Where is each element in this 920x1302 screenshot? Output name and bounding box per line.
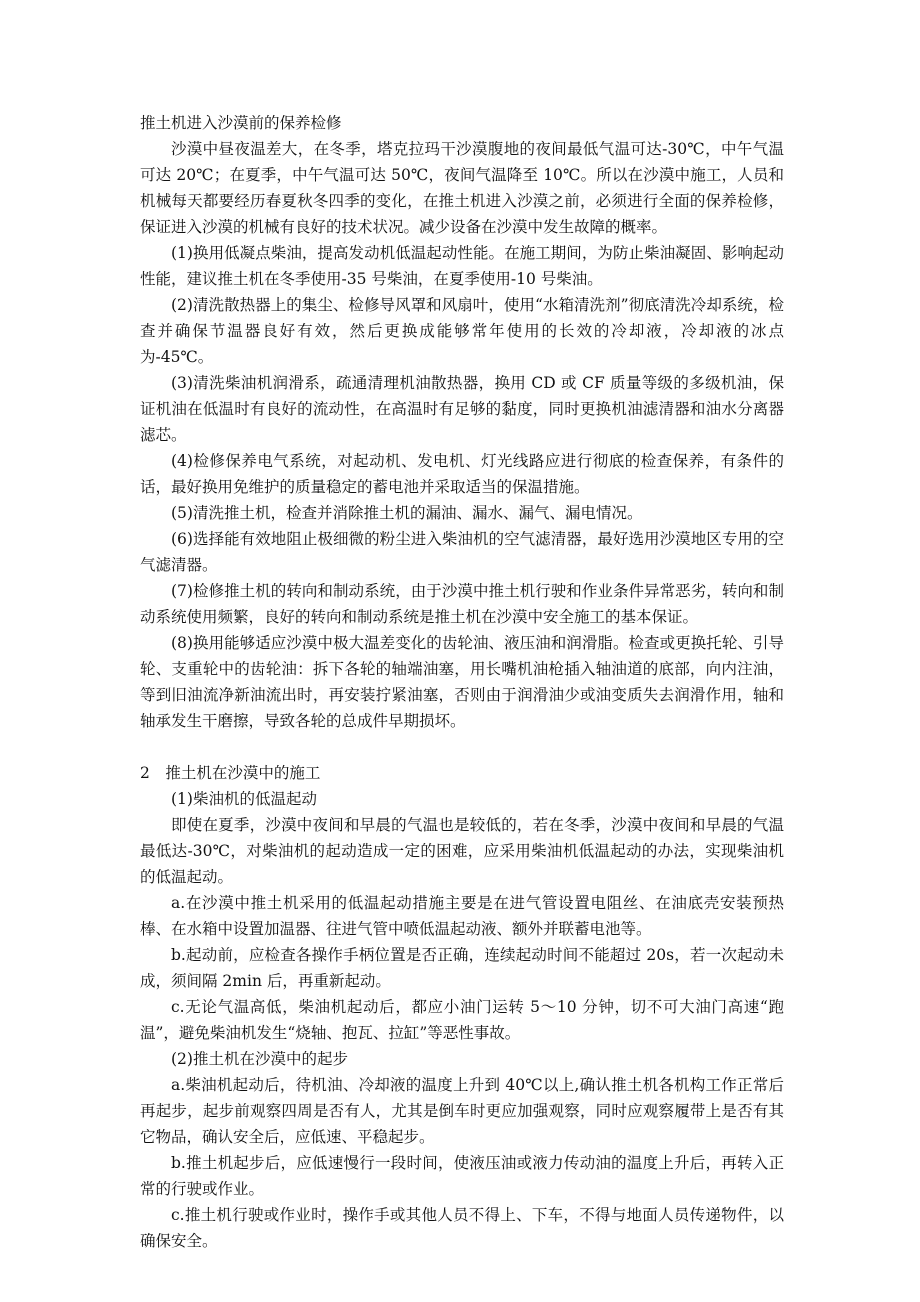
subsection-2-heading: (2)推土机在沙漠中的起步 — [171, 1050, 348, 1068]
subsection-2-point-c: c.推土机行驶或作业时，操作手或其他人员不得上、下车，不得与地面人员传递物件，以确保安全。 — [140, 1206, 784, 1250]
subsection-1-point-a: a.在沙漠中推土机采用的低温起动措施主要是在进气管设置电阻丝、在油底壳安装预热棒、在水箱中设置加温器、往进气管中喷低温起动液、额外并联蓄电池等。 — [140, 894, 784, 938]
item-5: (5)清洗推土机，检查并消除推土机的漏油、漏水、漏气、漏电情况。 — [171, 504, 643, 522]
item-3: (3)清洗柴油机润滑系，疏通清理机油散热器，换用 CD 或 CF 质量等级的多级机油，保证机油在低温时有良好的流动性，在高温时有足够的黏度，同时更换机油滤清器和油水分离器滤芯。 — [140, 374, 784, 444]
item-2: (2)清洗散热器上的集尘、检修导风罩和风扇叶，使用“水箱清洗剂”彻底清洗冷却系统，检查并确保节温器良好有效，然后更换成能够常年使用的长效的冷却液，冷却液的冰点为-45℃。 — [140, 296, 784, 366]
document-page — [140, 110, 784, 1254]
section-2-heading: 2 推土机在沙漠中的施工 — [140, 764, 321, 782]
subsection-1-intro: 即使在夏季，沙漠中夜间和早晨的气温也是较低的，若在冬季，沙漠中夜间和早晨的气温最低达-30℃，对柴油机的起动造成一定的困难，应采用柴油机低温起动的办法，实现柴油机的低温起动。 — [140, 816, 784, 886]
page-title: 推土机进入沙漠前的保养检修 — [140, 114, 342, 132]
item-6: (6)选择能有效地阻止极细微的粉尘进入柴油机的空气滤清器，最好选用沙漠地区专用的空气滤清器。 — [140, 530, 784, 574]
item-4: (4)检修保养电气系统，对起动机、发电机、灯光线路应进行彻底的检查保养，有条件的话，最好换用免维护的质量稳定的蓄电池并采取适当的保温措施。 — [140, 452, 784, 496]
subsection-1-heading: (1)柴油机的低温起动 — [171, 790, 317, 808]
subsection-1-point-b: b.起动前，应检查各操作手柄位置是否正确，连续起动时间不能超过 20s，若一次起动未成，须间隔 2min 后，再重新起动。 — [140, 946, 784, 990]
item-8: (8)换用能够适应沙漠中极大温差变化的齿轮油、液压油和润滑脂。检查或更换托轮、引导轮、支重轮中的齿轮油：拆下各轮的轴端油塞，用长嘴机油枪插入轴油道的底部，向内注油，等到旧油流净新油流出时，再安装拧紧油塞，否则由于润滑油少或油变质失去润滑作用，轴和轴承发生干磨擦，导致各轮的总成件早期损坏。 — [140, 634, 784, 730]
item-7: (7)检修推土机的转向和制动系统，由于沙漠中推土机行驶和作业条件异常恶劣，转向和制动系统使用频繁，良好的转向和制动系统是推土机在沙漠中安全施工的基本保证。 — [140, 582, 784, 626]
intro-paragraph: 沙漠中昼夜温差大，在冬季，塔克拉玛干沙漠腹地的夜间最低气温可达-30℃，中午气温可达 20℃；在夏季，中午气温可达 50℃，夜间气温降至 10℃。所以在沙漠中施工，人员和机械每天都要经历春夏秋冬四季的变化，在推土机进入沙漠之前，必须进行全面的保养检修，保证进入沙漠的机械有良好的技术状况。减少设备在沙漠中发生故障的概率。 — [140, 140, 784, 236]
subsection-1-point-c: c.无论气温高低，柴油机起动后，都应小油门运转 5～10 分钟，切不可大油门高速“跑温”，避免柴油机发生“烧轴、抱瓦、拉缸”等恶性事故。 — [140, 998, 784, 1042]
subsection-2-point-b: b.推土机起步后，应低速慢行一段时间，使液压油或液力传动油的温度上升后，再转入正常的行驶或作业。 — [140, 1154, 784, 1198]
item-1: (1)换用低凝点柴油，提高发动机低温起动性能。在施工期间，为防止柴油凝固、影响起动性能，建议推土机在冬季使用-35 号柴油，在夏季使用-10 号柴油。 — [140, 244, 784, 288]
section-spacer — [140, 734, 784, 760]
subsection-2-point-a: a.柴油机起动后，待机油、冷却液的温度上升到 40℃以上,确认推土机各机构工作正常后再起步，起步前观察四周是否有人，尤其是倒车时更应加强观察，同时应观察履带上是否有其它物品，确认安全后，应低速、平稳起步。 — [140, 1076, 784, 1146]
